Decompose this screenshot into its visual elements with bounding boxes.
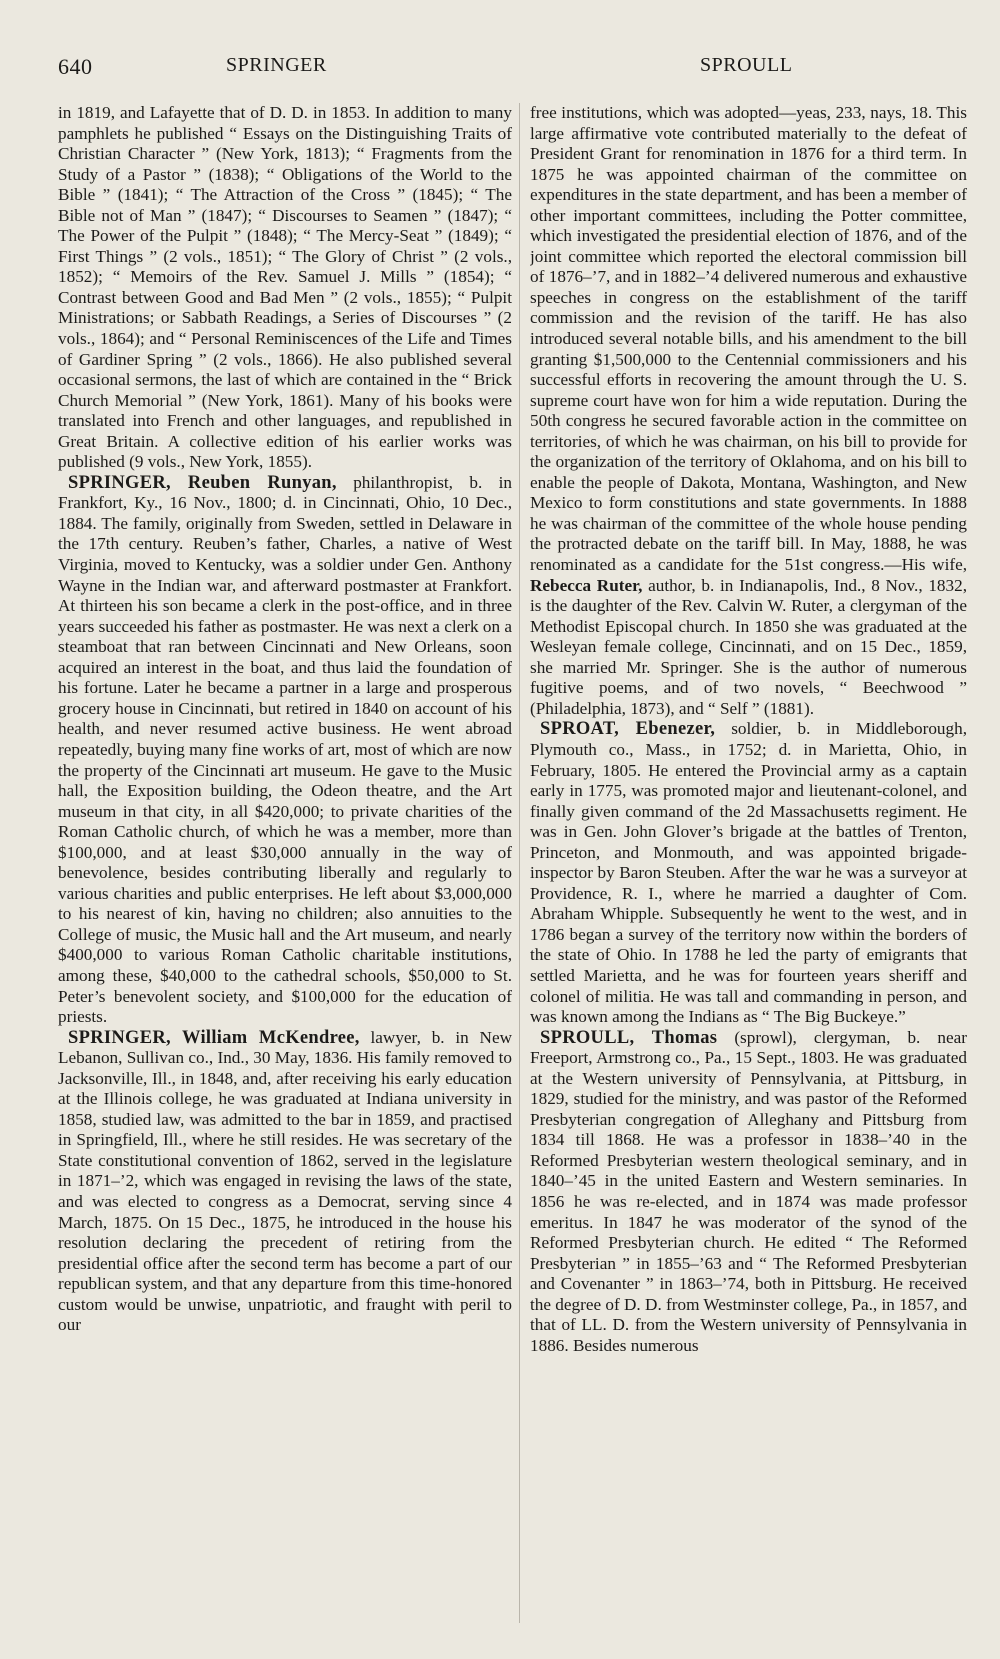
right-column xyxy=(530,103,967,1643)
entry-body: lawyer, b. in New Lebanon, Sullivan co., Ind., 30 May, 1836. His family removed to Jacksonville, Ill., in 1848, and, after receiving his early education at the Illinois college, he was graduated at Indiana university in 1858, studied law, was admitted to the bar in 1859, and practised in Springfield, Ill., where he still resides. He was secretary of the State constitutional convention of 1862, served in the legislature in 1871–’2, which was engaged in revising the laws of the state, and was elected to congress as a Democrat, serving since 4 March, 1875. On 15 Dec., 1875, he introduced in the house his resolution declaring the precedent of retiring from the presidential office after the second term has become a part of our republican system, and that any departure from this time-honored custom would be unwise, unpatriotic, and fraught with peril to our xyxy=(58,1027,512,1335)
entry-headword: SPROAT, Ebenezer, xyxy=(540,719,716,740)
entry-springer-reuben xyxy=(58,473,512,1028)
entry-headword: SPRINGER, Reuben Runyan, xyxy=(68,472,337,493)
subentry-name: Rebecca Ruter, xyxy=(530,575,643,595)
entry-headword: SPRINGER, William McKendree, xyxy=(68,1027,360,1048)
entry-sproat-ebenezer xyxy=(530,719,967,1027)
continued-entry-text: in 1819, and Lafayette that of D. D. in 1853. In addition to many pamphlets he published “ Essays on the Distinguishing Traits of Christian Character ” (New York, 1813); “ Fragments from the Study of a Pastor ” (1838); “ Obligations of the World to the Bible ” (1841); “ The Attraction of the Cross ” (1845); “ The Bible not of Man ” (1847); “ Discourses to Seamen ” (1847); “ The Power of the Pulpit ” (1848); “ The Mercy-Seat ” (1849); “ First Things ” (2 vols., 1851); “ The Glory of Christ ” (2 vols., 1852); “ Memoirs of the Rev. Samuel J. Mills ” (1854); “ Contrast between Good and Bad Men ” (2 vols., 1855); “ Pulpit Ministrations; or Sabbath Readings, a Series of Discourses ” (2 vols., 1864); and “ Personal Reminiscences of the Life and Times of Gardiner Spring ” (2 vols., 1866). He also published several occasional sermons, the last of which are contained in the “ Brick Church Memorial ” (New York, 1861). Many of his books were translated into French and other languages, and republished in Great Britain. A collective edition of his earlier works was published (9 vols., New York, 1855). xyxy=(58,103,512,472)
continued-entry-text xyxy=(530,103,967,719)
entry-sproull-thomas xyxy=(530,1028,967,1357)
running-head-left: SPRINGER xyxy=(226,54,327,76)
entry-body: soldier, b. in Middleborough, Plymouth co., Mass., in 1752; d. in Marietta, Ohio, in February, 1805. He entered the Provincial army as a captain early in 1775, was promoted major and lieutenant-colonel, and finally given command of the 2d Massachusetts regiment. He was in Gen. John Glover’s brigade at the battles of Trenton, Princeton, and Monmouth, and was appointed brigade-inspector by Baron Steuben. After the war he was a surveyor at Providence, R. I., where he married a daughter of Com. Abraham Whipple. Subsequently he went to the west, and in 1786 began a survey of the territory now within the borders of the state of Ohio. In 1788 he led the party of emigrants that settled Marietta, and he was for fourteen years sheriff and colonel of militia. He was tall and commanding in person, and was known among the Indians as “ The Big Buckeye.” xyxy=(530,719,967,1027)
column-divider xyxy=(519,103,520,1623)
entry-springer-william xyxy=(58,1028,512,1336)
running-head xyxy=(0,50,1000,80)
entry-body: philanthropist, b. in Frankfort, Ky., 16 Nov., 1800; d. in Cincinnati, Ohio, 10 Dec., 1884. The family, originally from Sweden, settled in Delaware in the 17th century. Reuben’s father, Charles, a native of West Virginia, moved to Kentucky, was a soldier under Gen. Anthony Wayne in the Indian war, and afterward postmaster at Frankfort. At thirteen his son became a clerk in the post-office, and in three years succeeded his father as postmaster. He was next a clerk on a steamboat that ran between Cincinnati and New Orleans, soon acquired an interest in the boat, and thus laid the foundation of his fortune. Later he became a partner in a large and prosperous grocery house in Cincinnati, but retired in 1840 on account of his health, and never resumed active business. He went abroad repeatedly, buying many fine works of art, most of which are now the property of the Cincinnati art museum. He gave to the Music hall, the Exposition building, the Odeon theatre, and the Art museum in that city, in all $420,000; to private charities of the Roman Catholic church, of which he was a member, more than $100,000, and at least $30,000 annually in the way of benevolence, besides contributing liberally and regularly to various charities and public enterprises. He left about $3,000,000 to his nearest of kin, having no children; also annuities to the College of music, the Music hall and the Art museum, and nearly $400,000 to various Roman Catholic charitable institutions, among these, $40,000 to the cathedral schools, $50,000 to St. Peter’s benevolent society, and $100,000 for the education of priests. xyxy=(58,472,512,1027)
running-head-right: SPROULL xyxy=(700,54,793,76)
left-column xyxy=(58,103,512,1643)
page-number: 640 xyxy=(58,54,93,79)
entry-body: free institutions, which was adopted—yeas, 233, nays, 18. This large affirmative vote contributed materially to the defeat of President Grant for renomination in 1876 for a third term. In 1875 he was appointed chairman of the committee on expenditures in the state department, and has been a member of other important committees, including the Potter committee, which investigated the presidential election of 1876, and of the joint committee which reported the electoral commission bill of 1876–’7, and in 1882–’4 delivered numerous and exhaustive speeches in congress on the establishment of the tariff commission and the revision of the tariff. He has also introduced several notable bills, and his amendment to the bill granting $1,500,000 to the Centennial commissioners and his successful efforts in recovering the amount through the U. S. supreme court have won for him a wide reputation. During the 50th congress he secured favorable action in the committee on territories, of which he was chairman, on his bill to provide for the organization of the territory of Oklahoma, and on his bill to enable the people of Dakota, Montana, Washington, and New Mexico to form constitutions and state governments. In 1888 he was chairman of the committee of the whole house pending the protracted debate on the tariff bill. In May, 1888, he was renominated as a candidate for the 51st congress.—His wife, xyxy=(530,103,967,575)
entry-body: author, b. in Indianapolis, Ind., 8 Nov., 1832, is the daughter of the Rev. Calvin W. Ruter, a clergyman of the Methodist Episcopal church. In 1850 she was graduated at the Wesleyan female college, Cincinnati, and on 15 Dec., 1859, she married Mr. Springer. She is the author of numerous fugitive poems, and of two novels, “ Beechwood ” (Philadelphia, 1873), and “ Self ” (1881). xyxy=(530,575,967,718)
entry-body: (sprowl), clergyman, b. near Freeport, Armstrong co., Pa., 15 Sept., 1803. He was graduated at the Western university of Pennsylvania, at Pittsburg, in 1829, studied for the ministry, and was pastor of the Reformed Presbyterian congregation of Alleghany and Pittsburg from 1834 till 1868. He was a professor in 1838–’40 in the Reformed Presbyterian western theological seminary, and in 1840–’45 in the united Eastern and Western seminaries. In 1856 he was re-elected, and in 1874 was made professor emeritus. In 1847 he was moderator of the synod of the Reformed Presbyterian church. He edited “ The Reformed Presbyterian ” in 1855–’63 and “ The Reformed Presbyterian and Covenanter ” in 1863–’74, both in Pittsburg. He received the degree of D. D. from Westminster college, Pa., in 1857, and that of LL. D. from the Western university of Pennsylvania in 1886. Besides numerous xyxy=(530,1027,967,1355)
entry-headword: SPROULL, Thomas xyxy=(540,1027,718,1048)
